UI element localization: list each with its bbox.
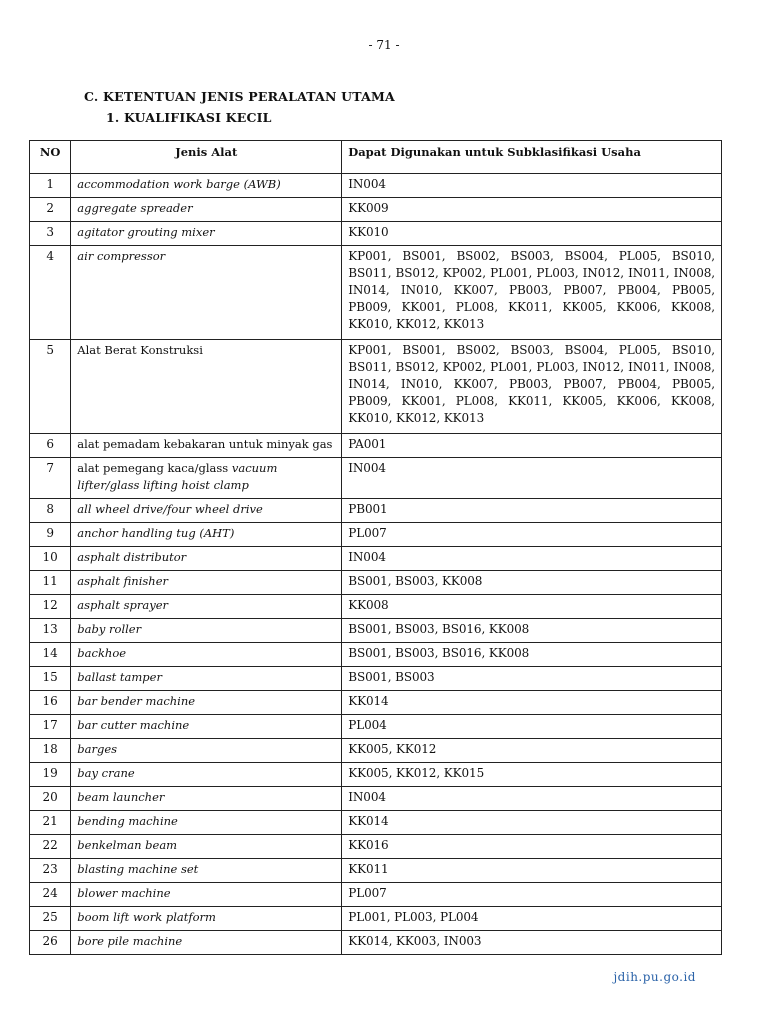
row-sub: BS001, BS003, KK008 bbox=[342, 571, 722, 595]
table-row bbox=[30, 547, 722, 571]
row-alat: blower machine bbox=[71, 883, 342, 907]
row-no: 20 bbox=[30, 787, 71, 811]
header-no: NO bbox=[30, 141, 71, 174]
row-sub: KK009 bbox=[342, 198, 722, 222]
table-row bbox=[30, 458, 722, 499]
row-alat: aggregate spreader bbox=[71, 198, 342, 222]
row-sub: KK005, KK012 bbox=[342, 739, 722, 763]
table-header-row bbox=[30, 141, 722, 174]
page-number: - 71 - bbox=[368, 38, 400, 52]
table-row bbox=[30, 174, 722, 198]
row-no: 4 bbox=[30, 246, 71, 340]
table-row bbox=[30, 907, 722, 931]
row-sub: KK010 bbox=[342, 222, 722, 246]
row-alat: anchor handling tug (AHT) bbox=[71, 523, 342, 547]
table-row bbox=[30, 739, 722, 763]
row-no: 19 bbox=[30, 763, 71, 787]
row-alat: all wheel drive/four wheel drive bbox=[71, 499, 342, 523]
row-alat: bending machine bbox=[71, 811, 342, 835]
table-row bbox=[30, 811, 722, 835]
row-alat: accommodation work barge (AWB) bbox=[71, 174, 342, 198]
row-alat: boom lift work platform bbox=[71, 907, 342, 931]
row-alat: benkelman beam bbox=[71, 835, 342, 859]
row-alat: bar cutter machine bbox=[71, 715, 342, 739]
row-alat: asphalt distributor bbox=[71, 547, 342, 571]
row-alat: bar bender machine bbox=[71, 691, 342, 715]
row-alat: air compressor bbox=[71, 246, 342, 340]
row-sub: KK014 bbox=[342, 811, 722, 835]
table-row bbox=[30, 198, 722, 222]
table-row bbox=[30, 595, 722, 619]
table-row bbox=[30, 763, 722, 787]
footer-url[interactable]: jdih.pu.go.id bbox=[613, 970, 696, 984]
section-heading: C. KETENTUAN JENIS PERALATAN UTAMA bbox=[84, 89, 395, 104]
row-sub: BS001, BS003, BS016, KK008 bbox=[342, 619, 722, 643]
row-sub: PL004 bbox=[342, 715, 722, 739]
row-alat: ballast tamper bbox=[71, 667, 342, 691]
row-alat: alat pemadam kebakaran untuk minyak gas bbox=[71, 434, 342, 458]
row-no: 18 bbox=[30, 739, 71, 763]
row-no: 13 bbox=[30, 619, 71, 643]
row-no: 24 bbox=[30, 883, 71, 907]
row-alat: bore pile machine bbox=[71, 931, 342, 955]
row-no: 14 bbox=[30, 643, 71, 667]
row-sub: PL001, PL003, PL004 bbox=[342, 907, 722, 931]
row-no: 1 bbox=[30, 174, 71, 198]
row-alat: agitator grouting mixer bbox=[71, 222, 342, 246]
table-row bbox=[30, 499, 722, 523]
table-row bbox=[30, 859, 722, 883]
table-row bbox=[30, 619, 722, 643]
table-row bbox=[30, 835, 722, 859]
row-no: 9 bbox=[30, 523, 71, 547]
row-alat-italic: vacuum lifter/glass lifting hoist clamp bbox=[77, 461, 278, 492]
table-row bbox=[30, 667, 722, 691]
row-no: 25 bbox=[30, 907, 71, 931]
row-sub: BS001, BS003, BS016, KK008 bbox=[342, 643, 722, 667]
table-row bbox=[30, 931, 722, 955]
table-row bbox=[30, 571, 722, 595]
row-alat bbox=[71, 458, 342, 499]
table-row bbox=[30, 340, 722, 434]
row-no: 11 bbox=[30, 571, 71, 595]
table-row bbox=[30, 246, 722, 340]
row-sub: KK014, KK003, IN003 bbox=[342, 931, 722, 955]
row-sub: KP001, BS001, BS002, BS003, BS004, PL005, BS010, BS011, BS012, KP002, PL001, PL003, IN012, IN011, IN008, IN014, IN010, KK007, PB003, PB007, PB004, PB005, PB009, KK001, PL008, KK011, KK005, KK006, KK008, KK010, KK012, KK013 bbox=[342, 340, 722, 434]
row-alat: beam launcher bbox=[71, 787, 342, 811]
table-row bbox=[30, 787, 722, 811]
row-no: 8 bbox=[30, 499, 71, 523]
row-sub: KK005, KK012, KK015 bbox=[342, 763, 722, 787]
header-subklasifikasi: Dapat Digunakan untuk Subklasifikasi Usaha bbox=[342, 141, 722, 174]
row-no: 16 bbox=[30, 691, 71, 715]
header-jenis-alat: Jenis Alat bbox=[71, 141, 342, 174]
row-alat-plain: alat pemegang kaca/glass bbox=[77, 461, 232, 475]
row-sub: IN004 bbox=[342, 787, 722, 811]
row-alat: Alat Berat Konstruksi bbox=[71, 340, 342, 434]
row-no: 23 bbox=[30, 859, 71, 883]
row-sub: PL007 bbox=[342, 523, 722, 547]
table-row bbox=[30, 883, 722, 907]
row-sub: IN004 bbox=[342, 458, 722, 499]
row-no: 5 bbox=[30, 340, 71, 434]
row-no: 17 bbox=[30, 715, 71, 739]
row-sub: PB001 bbox=[342, 499, 722, 523]
table-row bbox=[30, 222, 722, 246]
row-sub: PA001 bbox=[342, 434, 722, 458]
row-sub: KP001, BS001, BS002, BS003, BS004, PL005, BS010, BS011, BS012, KP002, PL001, PL003, IN012, IN011, IN008, IN014, IN010, KK007, PB003, PB007, PB004, PB005, PB009, KK001, PL008, KK011, KK005, KK006, KK008, KK010, KK012, KK013 bbox=[342, 246, 722, 340]
row-alat: barges bbox=[71, 739, 342, 763]
row-no: 12 bbox=[30, 595, 71, 619]
row-no: 7 bbox=[30, 458, 71, 499]
subsection-heading: 1. KUALIFIKASI KECIL bbox=[106, 110, 272, 125]
row-no: 2 bbox=[30, 198, 71, 222]
row-alat: asphalt sprayer bbox=[71, 595, 342, 619]
row-alat: backhoe bbox=[71, 643, 342, 667]
row-sub: IN004 bbox=[342, 547, 722, 571]
row-no: 21 bbox=[30, 811, 71, 835]
row-no: 6 bbox=[30, 434, 71, 458]
row-sub: KK014 bbox=[342, 691, 722, 715]
row-alat: blasting machine set bbox=[71, 859, 342, 883]
row-sub: PL007 bbox=[342, 883, 722, 907]
row-sub: KK008 bbox=[342, 595, 722, 619]
table-row bbox=[30, 715, 722, 739]
equipment-table bbox=[29, 140, 722, 955]
row-alat: bay crane bbox=[71, 763, 342, 787]
row-sub: IN004 bbox=[342, 174, 722, 198]
table-row bbox=[30, 434, 722, 458]
table-row bbox=[30, 691, 722, 715]
table-row bbox=[30, 523, 722, 547]
row-no: 26 bbox=[30, 931, 71, 955]
table-row bbox=[30, 643, 722, 667]
row-sub: KK016 bbox=[342, 835, 722, 859]
row-no: 15 bbox=[30, 667, 71, 691]
row-sub: BS001, BS003 bbox=[342, 667, 722, 691]
row-alat: asphalt finisher bbox=[71, 571, 342, 595]
row-sub: KK011 bbox=[342, 859, 722, 883]
row-no: 22 bbox=[30, 835, 71, 859]
row-no: 10 bbox=[30, 547, 71, 571]
row-alat: baby roller bbox=[71, 619, 342, 643]
row-no: 3 bbox=[30, 222, 71, 246]
